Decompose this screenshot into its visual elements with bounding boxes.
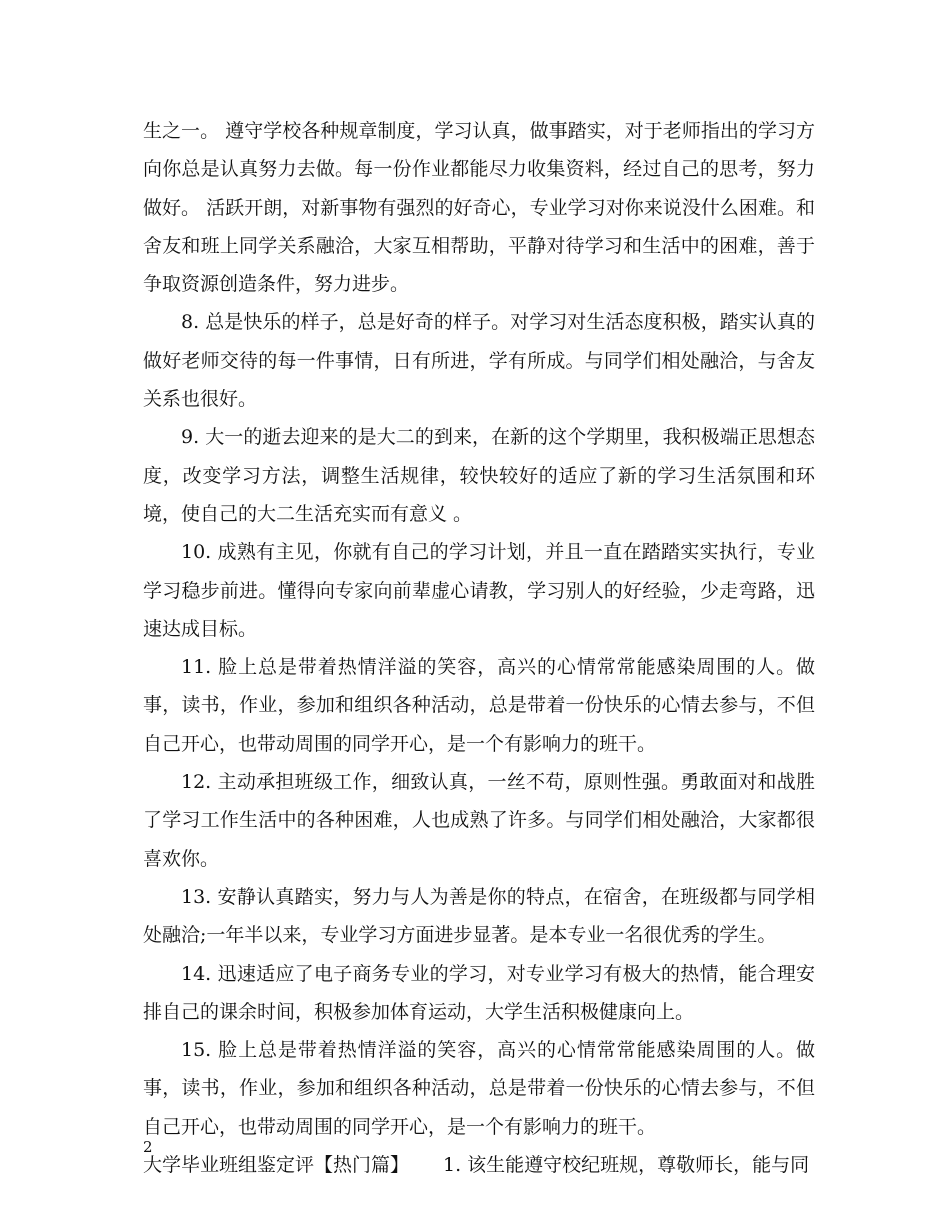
paragraph-item-11: 11. 脸上总是带着热情洋溢的笑容，高兴的心情常常能感染周围的人。做事，读书，作业，参加和组织各种活动，总是带着一份快乐的心情去参与，不但自己开心，也带动周围的同学开心，是一个有影响力的班干。: [143, 656, 815, 755]
paragraph-item-12: 12. 主动承担班级工作，细致认真，一丝不苟，原则性强。勇敢面对和战胜了学习工作生活中的各种困难，人也成熟了许多。与同学们相处融洽，大家都很喜欢你。: [143, 771, 815, 870]
paragraph-item-15: 15. 脸上总是带着热情洋溢的笑容，高兴的心情常常能感染周围的人。做事，读书，作业，参加和组织各种活动，总是带着一份快乐的心情去参与，不但自己开心，也带动周围的同学开心，是一个有影响力的班干。: [143, 1039, 815, 1138]
paragraph-item-13: 13. 安静认真踏实，努力与人为善是你的特点，在宿舍，在班级都与同学相处融洽;一年半以来，专业学习方面进步显著。是本专业一名很优秀的学生。: [143, 885, 815, 947]
paragraph-item-9: 9. 大一的逝去迎来的是大二的到来，在新的这个学期里，我积极端正思想态度，改变学习方法，调整生活规律，较快较好的适应了新的学习生活氛围和环境，使自己的大二生活充实而有意义 。: [143, 426, 815, 525]
section-heading-line: [143, 1146, 815, 1184]
paragraph-item-8: 8. 总是快乐的样子，总是好奇的样子。对学习对生活态度积极，踏实认真的做好老师交待的每一件事情，日有所进，学有所成。与同学们相处融洽，与舍友关系也很好。: [143, 311, 815, 411]
section-first-item: 1. 该生能遵守校纪班规，尊敬师长，能与同: [443, 1154, 810, 1177]
paragraph-continued: 生之一。 遵守学校各种规章制度，学习认真，做事踏实，对于老师指出的学习方向你总是认真努力去做。每一份作业都能尽力收集资料，经过自己的思考，努力做好。 活跃开朗，对新事物有强烈的好奇心，专业学习对你来说没什么困难。和舍友和班上同学关系融洽，大家互相帮助，平静对待学习和生活中的困难，善于争取资源创造条件，努力进步。: [143, 120, 815, 296]
page-number: 2: [143, 1138, 153, 1156]
document-body: [143, 112, 815, 1184]
paragraph-item-10: 10. 成熟有主见，你就有自己的学习计划，并且一直在踏踏实实执行，专业学习稳步前进。懂得向专家向前辈虚心请教，学习别人的好经验，少走弯路，迅速达成目标。: [143, 541, 815, 640]
section-heading: 大学毕业班组鉴定评【热门篇】: [143, 1154, 410, 1177]
paragraph-item-14: 14. 迅速适应了电子商务专业的学习，对专业学习有极大的热情，能合理安排自己的课余时间，积极参加体育运动，大学生活积极健康向上。: [143, 962, 815, 1023]
